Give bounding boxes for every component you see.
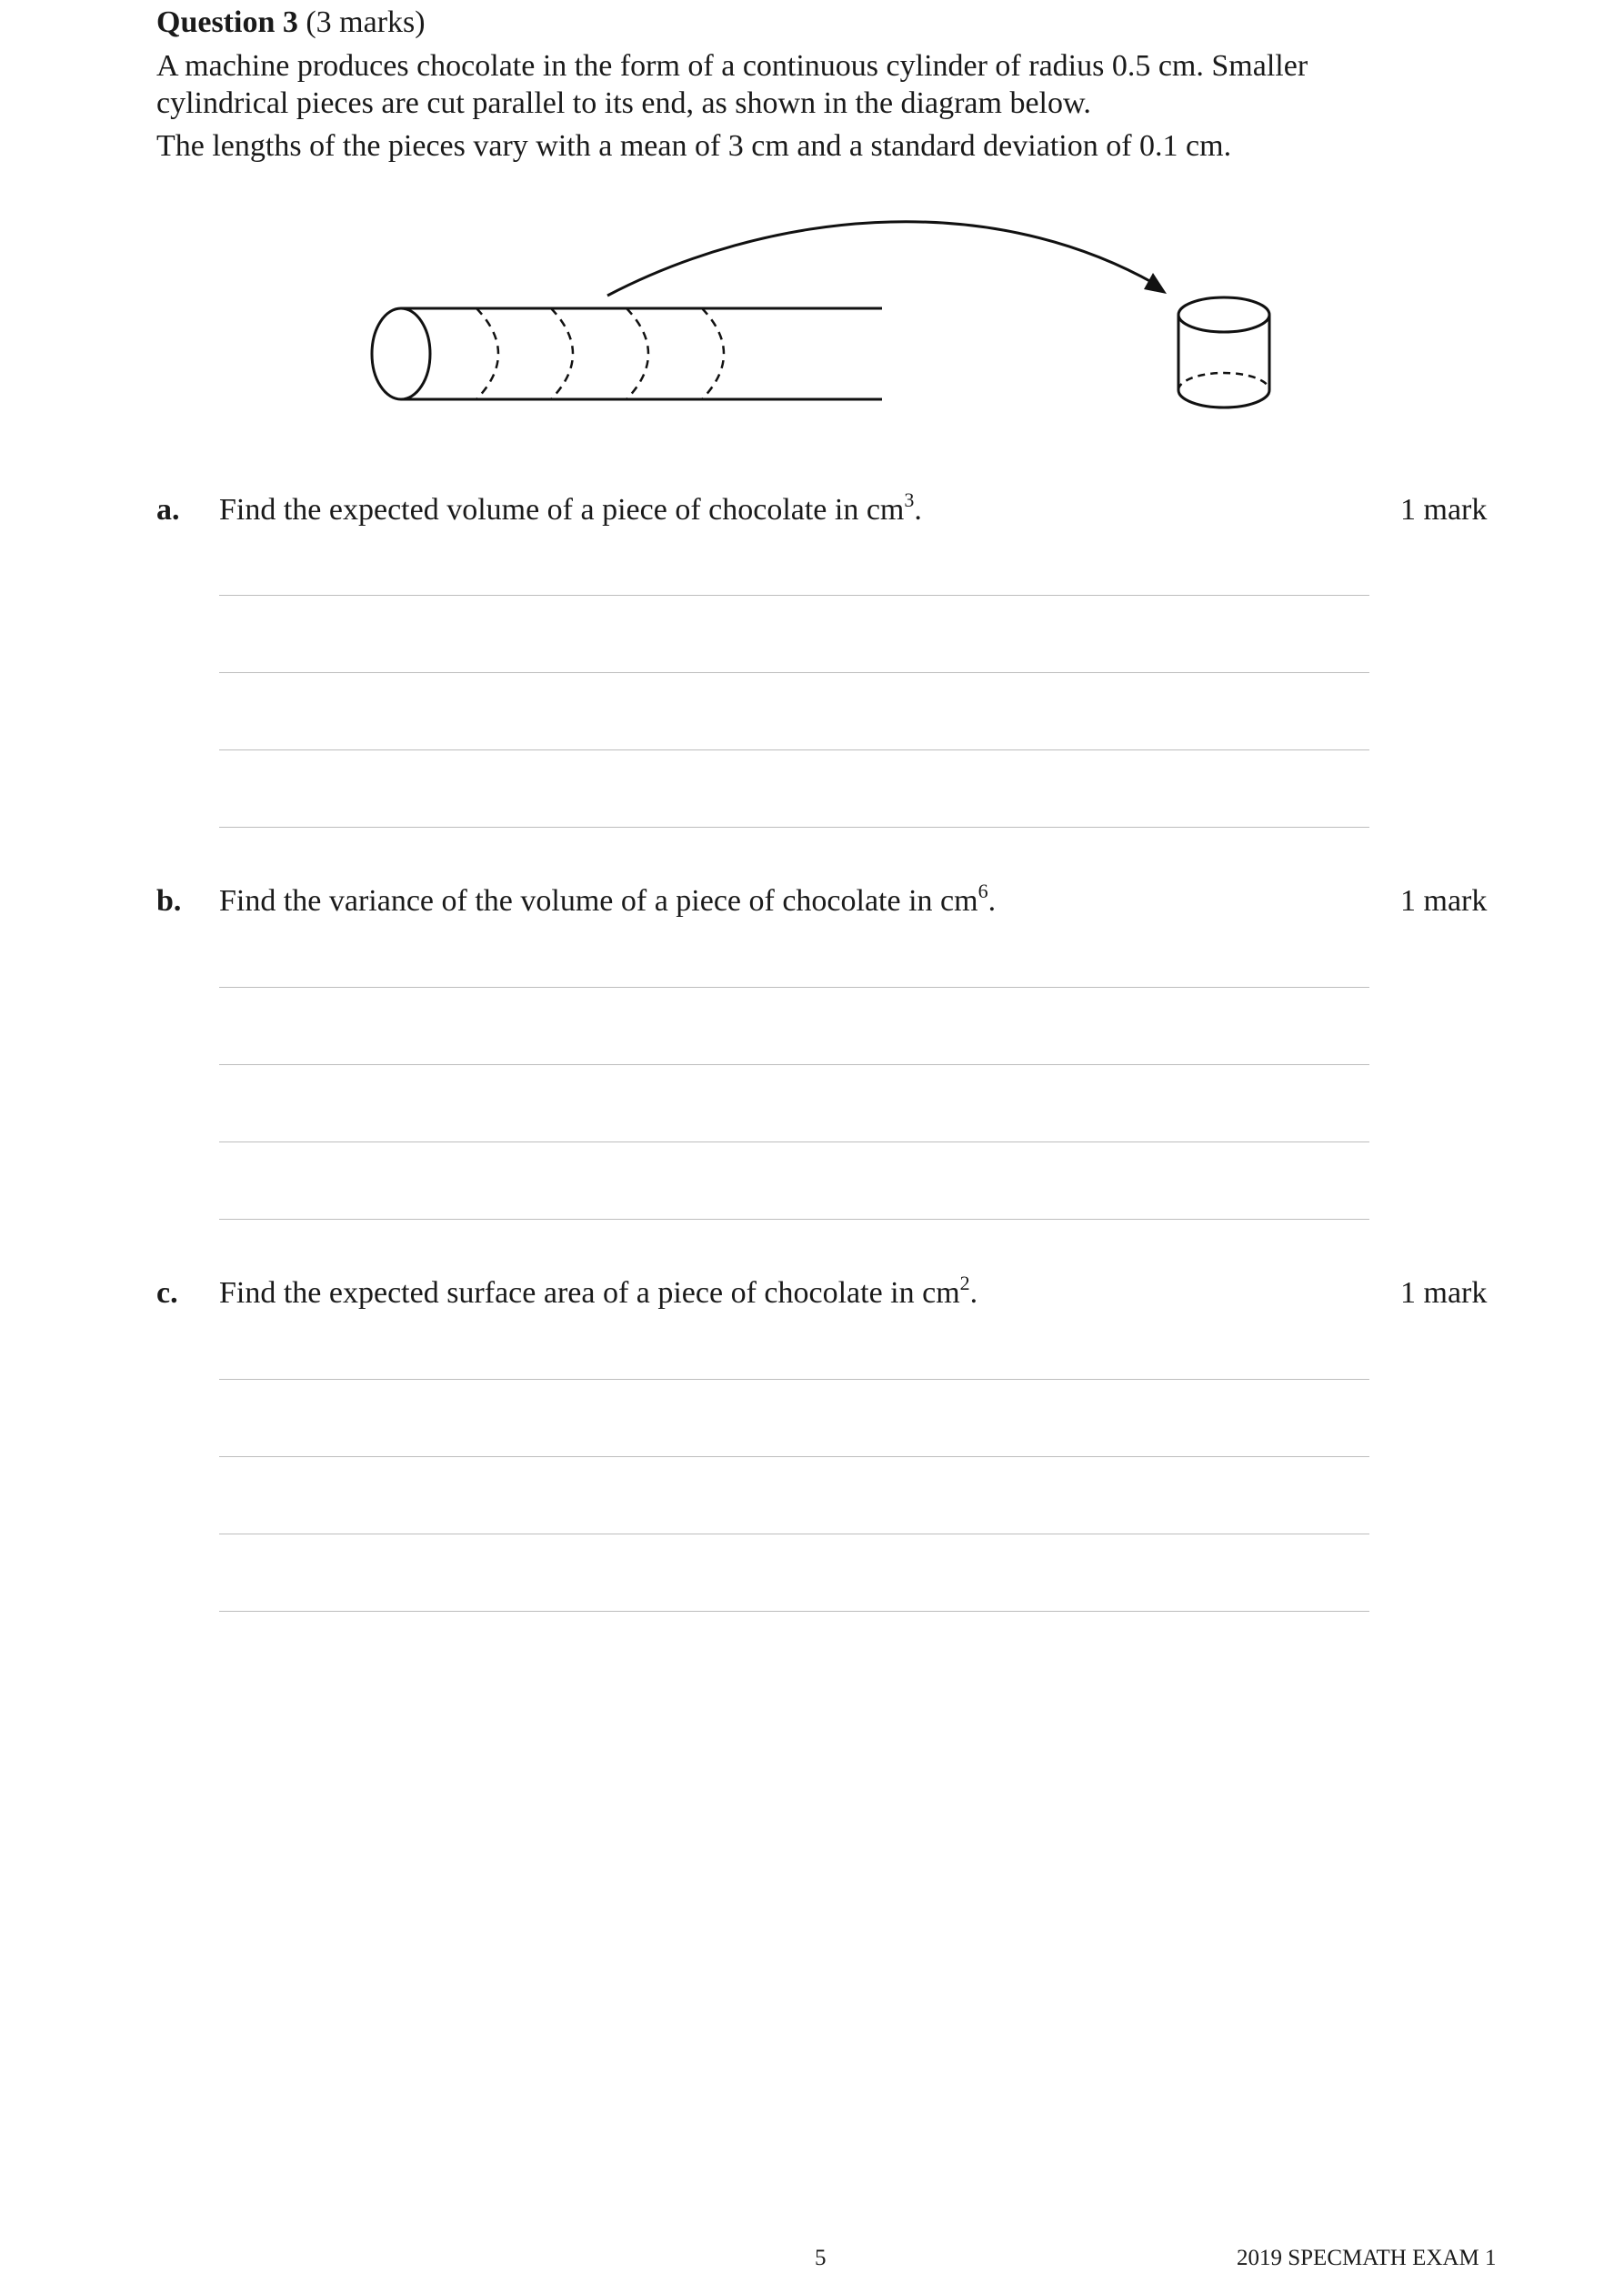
part-a-answer-line[interactable] xyxy=(219,595,1369,596)
part-c-marks: 1 mark xyxy=(1400,1276,1488,1310)
part-a-answer-line[interactable] xyxy=(219,827,1369,828)
cut-mark-1 xyxy=(476,308,498,399)
part-b-answer-line[interactable] xyxy=(219,987,1369,988)
part-a-answer-line[interactable] xyxy=(219,672,1369,673)
part-c-prompt: Find the expected surface area of a piece of chocolate in cm xyxy=(219,1276,960,1310)
part-b-suffix: . xyxy=(987,884,997,918)
intro-line-1: A machine produces chocolate in the form of a continuous cylinder of radius 0.5 cm. Smaller xyxy=(156,49,1308,83)
cut-mark-4 xyxy=(702,308,724,399)
cut-mark-3 xyxy=(627,308,648,399)
part-b-marks: 1 mark xyxy=(1400,884,1488,918)
cylinder-end-ellipse xyxy=(372,308,430,399)
part-b-answer-line[interactable] xyxy=(219,1064,1369,1065)
part-c-letter: c. xyxy=(156,1276,178,1310)
question-intro xyxy=(156,47,1429,165)
piece-bottom-front xyxy=(1178,390,1269,407)
cut-mark-2 xyxy=(551,308,573,399)
part-b-answer-line[interactable] xyxy=(219,1219,1369,1220)
part-a-letter: a. xyxy=(156,493,180,527)
part-c-answer-line[interactable] xyxy=(219,1379,1369,1380)
intro-line-2: cylindrical pieces are cut parallel to its end, as shown in the diagram below. xyxy=(156,86,1091,120)
part-b-letter: b. xyxy=(156,884,182,918)
part-b-prompt: Find the variance of the volume of a piece of chocolate in cm xyxy=(219,884,978,918)
part-a-marks: 1 mark xyxy=(1400,493,1488,527)
part-b-text xyxy=(219,880,997,920)
transfer-arrow-head xyxy=(1144,273,1167,294)
question-heading xyxy=(156,2,426,44)
part-c-answer-line[interactable] xyxy=(219,1611,1369,1612)
part-c-unit-exponent: 2 xyxy=(959,1272,970,1294)
part-c-suffix: . xyxy=(969,1276,978,1310)
part-a-text xyxy=(219,488,922,528)
cut-marks xyxy=(476,308,724,399)
part-c-text xyxy=(219,1272,978,1312)
intro-line-3: The lengths of the pieces vary with a mean of 3 cm and a standard deviation of 0.1 cm. xyxy=(156,129,1232,163)
piece-bottom-back xyxy=(1178,373,1269,390)
piece-top-ellipse xyxy=(1178,297,1269,332)
part-a-unit-exponent: 3 xyxy=(904,488,915,511)
chocolate-cylinder-diagram xyxy=(0,182,1624,427)
page-number: 5 xyxy=(815,2246,827,2270)
part-a-suffix: . xyxy=(914,493,922,527)
transfer-arrow-arc xyxy=(607,222,1155,296)
exam-label: 2019 SPECMATH EXAM 1 xyxy=(1237,2246,1497,2270)
part-a-prompt: Find the expected volume of a piece of chocolate in cm xyxy=(219,493,905,527)
question-number: Question 3 xyxy=(156,5,298,39)
part-a-answer-line[interactable] xyxy=(219,749,1369,750)
part-b-unit-exponent: 6 xyxy=(977,880,988,902)
part-c-answer-line[interactable] xyxy=(219,1456,1369,1457)
question-marks: (3 marks) xyxy=(306,5,426,39)
